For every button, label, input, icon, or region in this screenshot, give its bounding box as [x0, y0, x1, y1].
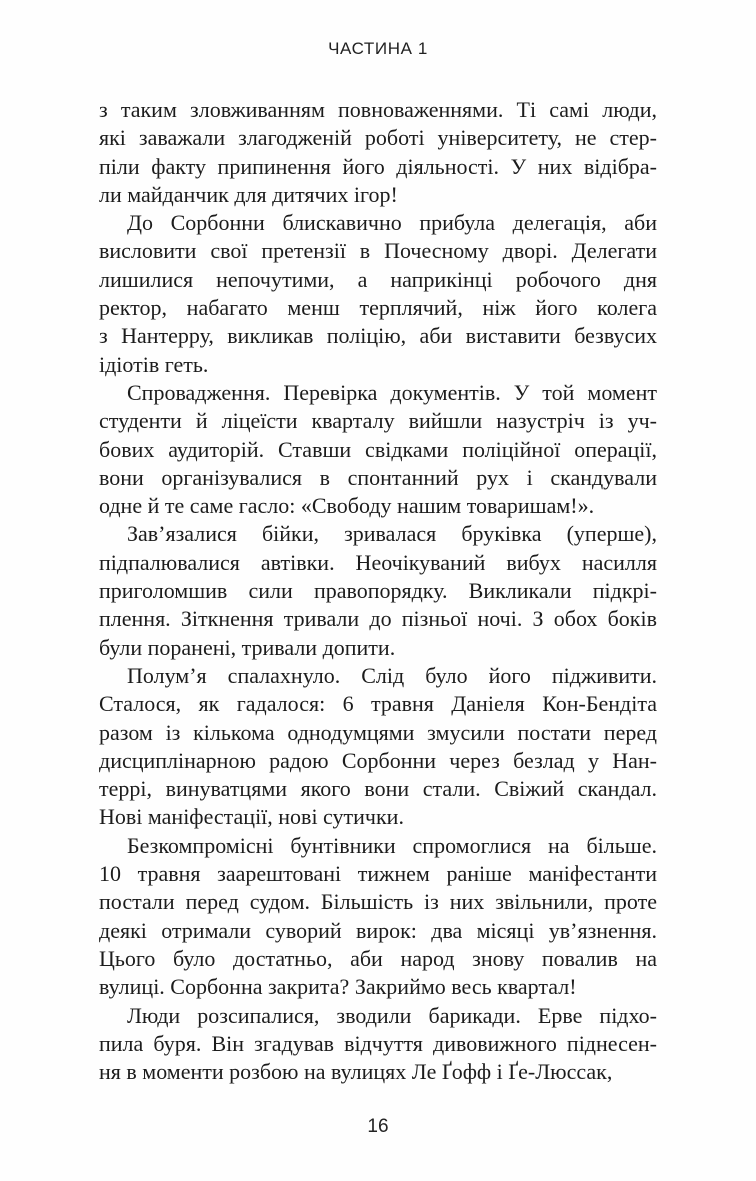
text-line: пила буря. Він згадував відчуття дивовижного піднесен- — [99, 1030, 657, 1056]
text-line: бових аудиторій. Ставши свідками поліційної операції, — [99, 436, 657, 462]
text-line: деякі отримали суворий вирок: два місяці ув’язнення. — [99, 917, 657, 943]
text-line: піли факту припинення його діяльності. У них відібра- — [99, 153, 657, 179]
text-line: підпалювалися автівки. Неочікуваний вибух насилля — [99, 549, 657, 575]
text-line: з таким зловживанням повноваженнями. Ті самі люди, — [99, 97, 657, 122]
page-number: 16 — [367, 1116, 389, 1137]
text-line: Сталося, як гадалося: 6 травня Даніеля Кон-Бендіта — [99, 691, 657, 717]
text-line: ли майданчик для дитячих ігор! — [99, 181, 398, 207]
paragraph — [99, 96, 657, 209]
text-line: висловити свої претензії в Почесному дворі. Делегати — [99, 238, 657, 264]
text-line: Полум’я спалахнуло. Слід було його підживити. — [127, 662, 657, 688]
text-line: ня в моменти розбою на вулицях Ле Ґофф і Ґе-Люссак, — [99, 1059, 613, 1085]
text-line: Люди розсипалися, зводили барикади. Ерве підхо- — [127, 1002, 657, 1028]
text-line: Спровадження. Перевірка документів. У той момент — [127, 379, 657, 405]
paragraph — [99, 832, 657, 1002]
text-line: Зав’язалися бійки, зривалася бруківка (уперше), — [127, 521, 657, 547]
text-line: До Сорбонни блискавично прибула делегація, аби — [127, 210, 657, 236]
text-line: 10 травня заарештовані тижнем раніше маніфестанти — [99, 861, 657, 887]
text-line: плення. Зіткнення тривали до пізньої ночі. З обох боків — [99, 606, 657, 632]
text-line: постали перед судом. Більшість із них звільнили, проте — [99, 889, 657, 915]
text-line: ректор, набагато менш терплячий, ніж його колега — [99, 295, 657, 321]
text-line: з Нантерру, викликав поліцію, аби виставити безвусих — [99, 323, 657, 349]
text-line: були поранені, тривали допити. — [99, 634, 396, 660]
text-line: Безкомпромісні бунтівники спромоглися на більше. — [127, 832, 657, 858]
text-line: студенти й ліцеїсти кварталу вийшли назустріч із уч- — [99, 408, 657, 434]
paragraph — [99, 520, 657, 661]
text-line: одне й те саме гасло: «Свободу нашим товаришам!». — [99, 493, 595, 519]
text-line: Цього було достатньо, аби народ знову повалив на — [99, 945, 657, 971]
text-line: террі, винуватцями якого вони стали. Свіжий скандал. — [99, 776, 657, 802]
text-line: ідіотів геть. — [99, 351, 209, 377]
running-head: ЧАСТИНА 1 — [328, 39, 428, 58]
text-line: Нові маніфестації, нові сутички. — [99, 804, 404, 830]
paragraph — [99, 1002, 657, 1087]
text-line: приголомшив сили правопорядку. Викликали підкрі- — [99, 578, 657, 604]
text-line: разом із кількома однодумцями змусили постати перед — [99, 719, 657, 745]
text-line: лишилися непочутими, а наприкінці робочого дня — [99, 266, 657, 292]
text-line: які заважали злагодженій роботі університету, не стер- — [99, 125, 657, 151]
text-line: вулиці. Сорбонна закрита? Закриймо весь квартал! — [99, 974, 577, 1000]
body-text — [99, 96, 657, 1086]
paragraph — [99, 379, 657, 520]
paragraph — [99, 209, 657, 379]
text-line: дисциплінарною радою Сорбонни через безлад у Нан- — [99, 747, 657, 773]
text-line: вони організувалися в спонтанний рух і скандували — [99, 464, 657, 490]
paragraph — [99, 662, 657, 832]
